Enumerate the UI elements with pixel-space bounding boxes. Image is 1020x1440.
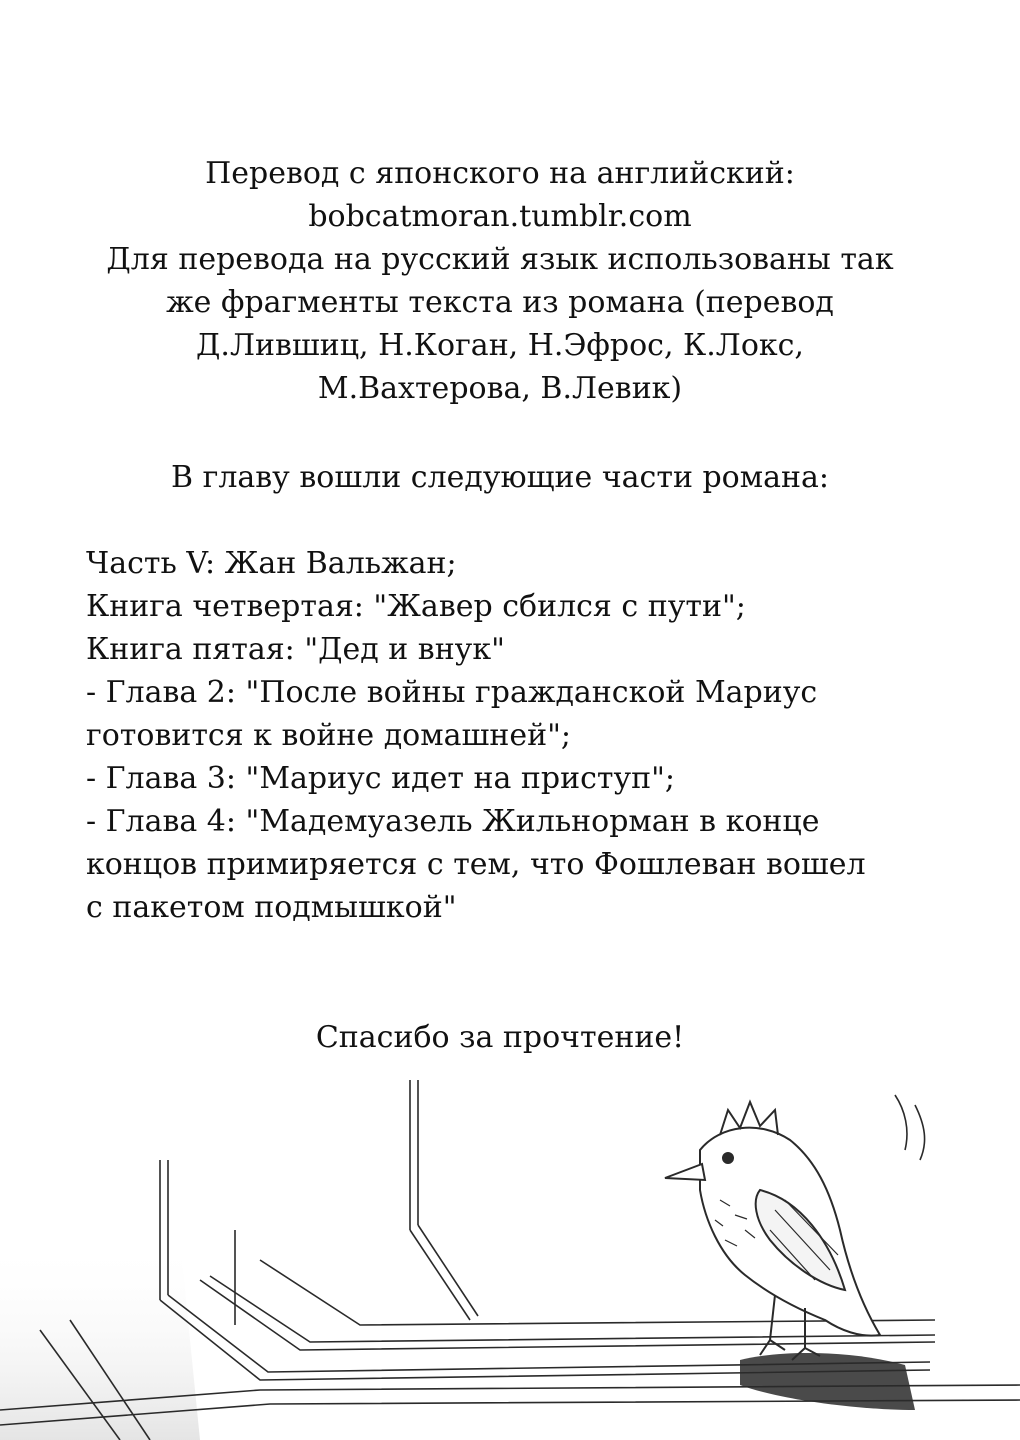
- credits-line: Перевод с японского на английский:: [205, 156, 795, 191]
- parts-line: с пакетом подмышкой": [86, 890, 457, 925]
- parts-line: готовится к войне домашней";: [86, 718, 571, 753]
- translation-credits: [60, 152, 940, 410]
- parts-line: - Глава 2: "После войны гражданской Мариус: [86, 675, 818, 710]
- chapter-contents-heading: В главу вошли следующие части романа:: [171, 460, 829, 495]
- credits-line: bobcatmoran.tumblr.com: [308, 199, 692, 234]
- credits-line: Д.Лившиц, Н.Коган, Н.Эфрос, К.Локс,: [196, 328, 804, 363]
- thanks-message: Спасибо за прочтение!: [315, 1020, 685, 1055]
- parts-line: Книга четвертая: "Жавер сбился с пути";: [86, 589, 746, 624]
- bird-on-window-sill-illustration: [0, 1080, 1020, 1440]
- parts-line: - Глава 3: "Мариус идет на приступ";: [86, 761, 676, 796]
- parts-line: концов примиряется с тем, что Фошлеван вошел: [86, 847, 866, 882]
- novel-parts-list: [86, 542, 966, 929]
- parts-line: Часть V: Жан Вальжан;: [86, 546, 457, 581]
- parts-line: Книга пятая: "Дед и внук": [86, 632, 505, 667]
- credits-line: же фрагменты текста из романа (перевод: [166, 285, 834, 320]
- parts-line: - Глава 4: "Мадемуазель Жильнорман в конце: [86, 804, 820, 839]
- shadow-area: [0, 1240, 200, 1440]
- credits-line: Для перевода на русский язык использованы так: [106, 242, 894, 277]
- credits-line: М.Вахтерова, В.Левик): [317, 371, 683, 406]
